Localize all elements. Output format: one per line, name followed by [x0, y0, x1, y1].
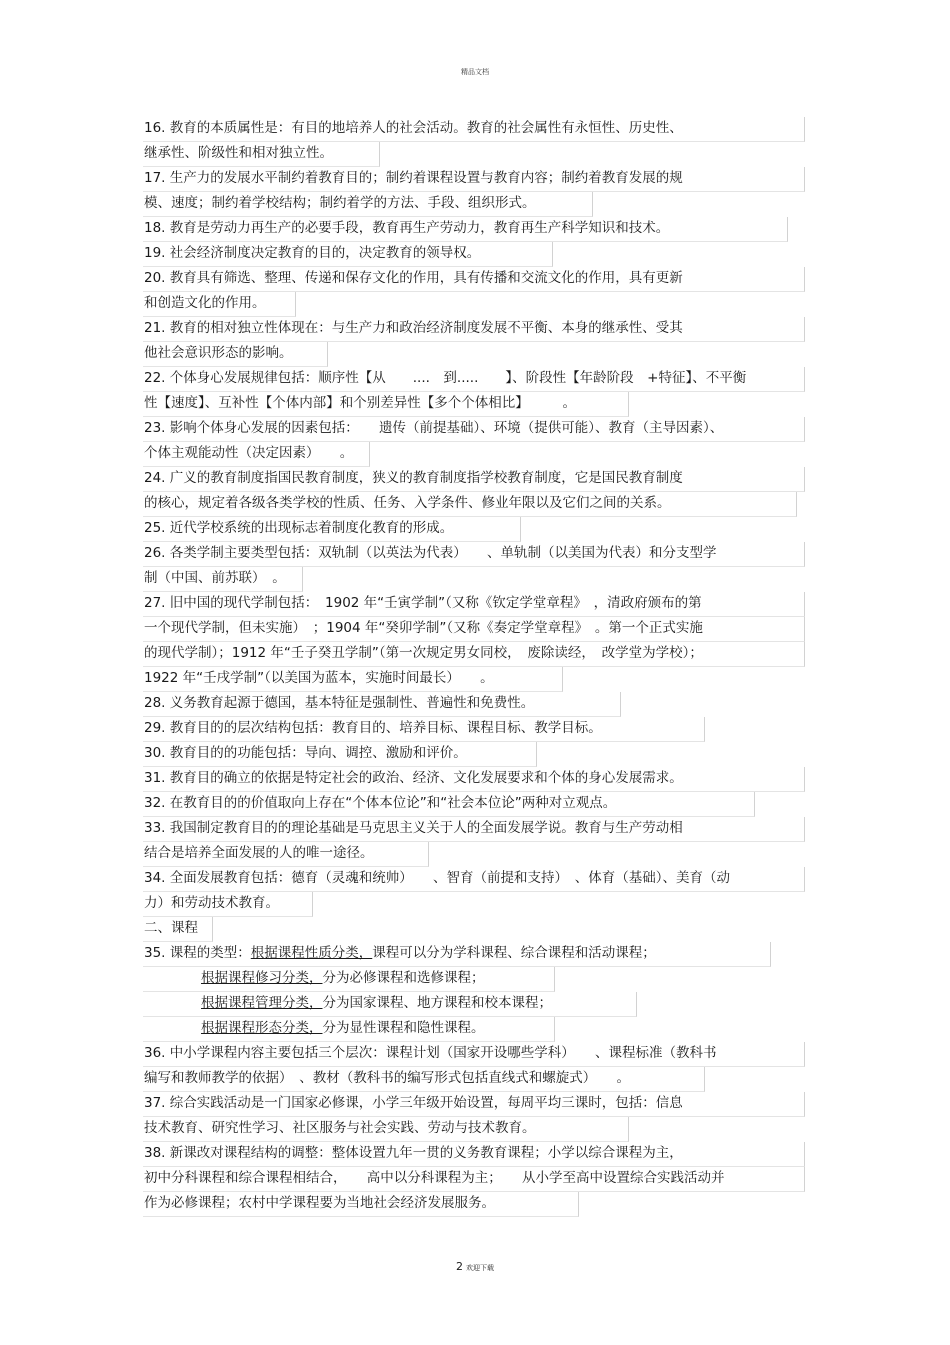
line-text: 19. 社会经济制度决定教育的目的，决定教育的领导权。	[144, 245, 481, 261]
text-line	[143, 342, 328, 367]
line-text: 35. 课程的类型：	[144, 945, 251, 961]
text-line	[143, 242, 553, 267]
text-line	[143, 192, 593, 217]
line-text: 37. 综合实践活动是一门国家必修课，小学三年级开始设置，每周平均三课时，包括：信息	[144, 1095, 683, 1111]
text-line	[143, 1117, 629, 1142]
line-text: 和创造文化的作用。	[144, 295, 266, 311]
text-line	[143, 417, 805, 442]
text-line	[143, 992, 637, 1017]
text-line	[143, 592, 805, 617]
line-text: 他社会意识形态的影响。	[144, 345, 293, 361]
text-line	[143, 867, 805, 892]
line-text: 34. 全面发展教育包括：德育（灵魂和统帅） 、智育（前提和支持） 、体育（基础）、美育（动	[144, 870, 731, 886]
text-line	[143, 517, 521, 542]
page-footer	[0, 1260, 950, 1273]
line-text: 个体主观能动性（决定因素） 。	[144, 445, 354, 461]
text-line	[143, 217, 788, 242]
line-text: 18. 教育是劳动力再生产的必要手段，教育再生产劳动力，教育再生产科学知识和技术。	[144, 220, 670, 236]
text-line	[143, 1167, 805, 1192]
text-line	[143, 767, 805, 792]
text-line	[143, 1042, 805, 1067]
text-line	[143, 942, 771, 967]
text-line	[143, 792, 755, 817]
underlined-text: 根据课程修习分类，	[201, 970, 323, 986]
text-line	[143, 492, 797, 517]
line-text: 20. 教育具有筛选、整理、传递和保存文化的作用，具有传播和交流文化的作用，具有更新	[144, 270, 683, 286]
line-text: 32. 在教育目的的价值取向上存在“个体本位论”和“社会本位论”两种对立观点。	[144, 795, 617, 811]
line-text: 继承性、阶级性和相对独立性。	[144, 145, 333, 161]
text-line	[143, 692, 621, 717]
line-text-rest: 分为必修课程和选修课程；	[322, 970, 485, 986]
line-text: 36. 中小学课程内容主要包括三个层次：课程计划（国家开设哪些学科） 、课程标准（教科书	[144, 1045, 717, 1061]
line-text: 初中分科课程和综合课程相结合， 高中以分科课程为主； 从小学至高中设置综合实践活动并	[144, 1170, 725, 1186]
line-text: 25. 近代学校系统的出现标志着制度化教育的形成。	[144, 520, 454, 536]
line-text: 38. 新课改对课程结构的调整：整体设置九年一贯的义务教育课程；小学以综合课程为主，	[144, 1145, 683, 1161]
text-line	[143, 917, 213, 942]
line-text-rest: 课程可以分为学科课程、综合课程和活动课程；	[372, 945, 656, 961]
text-line	[143, 367, 805, 392]
page-number: 2	[456, 1260, 463, 1273]
text-line	[143, 967, 555, 992]
text-line	[143, 142, 380, 167]
line-text: 26. 各类学制主要类型包括：双轨制（以英法为代表） 、单轨制（以美国为代表）和分支型学	[144, 545, 717, 561]
text-line	[143, 1092, 805, 1117]
footer-label: 欢迎下载	[466, 1264, 494, 1272]
text-line	[143, 567, 303, 592]
line-text: 27. 旧中国的现代学制包括： 1902 年“壬寅学制”（又称《钦定学堂章程》 ，清政府颁布的第	[144, 595, 702, 611]
text-line	[143, 392, 629, 417]
text-line	[143, 742, 537, 767]
line-text: 31. 教育目的确立的依据是特定社会的政治、经济、文化发展要求和个体的身心发展需求。	[144, 770, 683, 786]
line-text: 力）和劳动技术教育。	[144, 895, 279, 911]
text-line	[143, 817, 805, 842]
line-text: 21. 教育的相对独立性体现在：与生产力和政治经济制度发展不平衡、本身的继承性、受其	[144, 320, 683, 336]
line-text: 一个现代学制，但未实施） ；1904 年“癸卯学制”（又称《奏定学堂章程》 。第一个正式实施	[144, 620, 703, 636]
line-text: 16. 教育的本质属性是：有目的地培养人的社会活动。教育的社会属性有永恒性、历史性、	[144, 120, 683, 136]
line-text: 22. 个体身心发展规律包括：顺序性【从 .... 到..... 】、阶段性【年龄阶段 +特征】、不平衡	[144, 370, 747, 386]
text-line	[143, 117, 805, 142]
line-text: 的核心，规定着各级各类学校的性质、任务、入学条件、修业年限以及它们之间的关系。	[144, 495, 671, 511]
text-line	[143, 267, 805, 292]
underlined-text: 根据课程性质分类，	[250, 945, 373, 961]
line-text: 30. 教育目的的功能包括：导向、调控、激励和评价。	[144, 745, 467, 761]
line-text: 33. 我国制定教育目的的理论基础是马克思主义关于人的全面发展学说。教育与生产劳动相	[144, 820, 683, 836]
text-line	[143, 842, 429, 867]
line-text: 1922 年“壬戌学制”（以美国为蓝本，实施时间最长） 。	[144, 670, 494, 686]
line-text: 作为必修课程；农村中学课程要为当地社会经济发展服务。	[144, 1195, 495, 1211]
document-body	[143, 117, 808, 1217]
line-text: 29. 教育目的的层次结构包括：教育目的、培养目标、课程目标、教学目标。	[144, 720, 602, 736]
line-text: 24. 广义的教育制度指国民教育制度，狭义的教育制度指学校教育制度，它是国民教育制度	[144, 470, 683, 486]
text-line	[143, 1142, 805, 1167]
line-text: 制（中国、前苏联） 。	[144, 570, 286, 586]
line-text-rest: 分为显性课程和隐性课程。	[322, 1020, 485, 1036]
text-line	[143, 642, 805, 667]
line-text: 模、速度；制约着学校结构；制约着学的方法、手段、组织形式。	[144, 195, 536, 211]
underlined-text: 根据课程管理分类，	[201, 995, 323, 1011]
text-line	[143, 717, 705, 742]
text-line	[143, 1067, 705, 1092]
line-text: 17. 生产力的发展水平制约着教育目的；制约着课程设置与教育内容；制约着教育发展的规	[144, 170, 683, 186]
text-line	[143, 442, 370, 467]
text-line	[143, 167, 805, 192]
underlined-text: 根据课程形态分类，	[201, 1020, 323, 1036]
line-text-rest: 分为国家课程、地方课程和校本课程；	[322, 995, 552, 1011]
text-line	[143, 667, 563, 692]
line-text: 编写和教师教学的依据） 、教材（教科书的编写形式包括直线式和螺旋式） 。	[144, 1070, 630, 1086]
line-text: 28. 义务教育起源于德国，基本特征是强制性、普遍性和免费性。	[144, 695, 535, 711]
line-text: 结合是培养全面发展的人的唯一途径。	[144, 845, 374, 861]
line-text: 性【速度】、互补性【个体内部】和个别差异性【多个个体相比】 。	[144, 395, 576, 411]
line-text: 的现代学制）；1912 年“壬子癸丑学制”（第一次规定男女同校， 废除读经， 改学堂为学校）；	[144, 645, 703, 661]
text-line	[143, 292, 296, 317]
text-line	[143, 467, 805, 492]
line-text: 二、课程	[144, 920, 198, 936]
line-text: 23. 影响个体身心发展的因素包括： 遗传（前提基础）、环境（提供可能）、教育（主导因素）、	[144, 420, 724, 436]
page-header: 精品文档	[461, 68, 489, 76]
text-line	[143, 892, 313, 917]
line-text: 技术教育、研究性学习、社区服务与社会实践、劳动与技术教育。	[144, 1120, 536, 1136]
text-line	[143, 317, 805, 342]
text-line	[143, 542, 805, 567]
text-line	[143, 1017, 555, 1042]
text-line	[143, 617, 805, 642]
text-line	[143, 1192, 579, 1217]
